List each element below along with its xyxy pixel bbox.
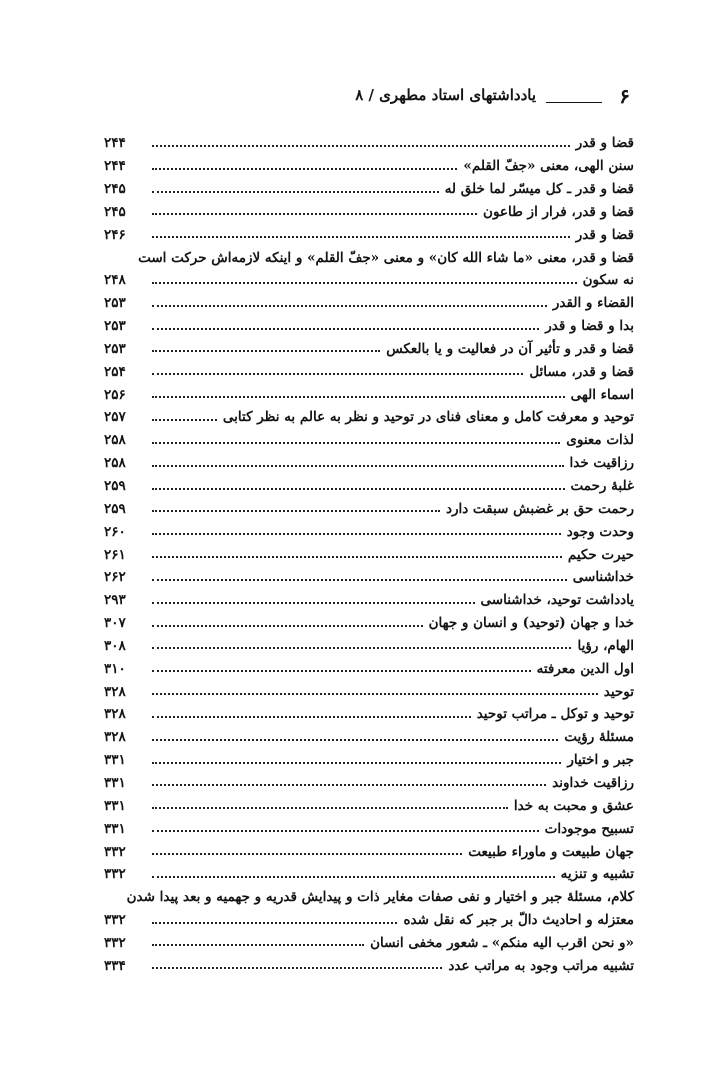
dot-leader [152, 488, 565, 490]
dot-leader [152, 236, 570, 238]
dot-leader [152, 784, 546, 786]
dot-leader [152, 510, 440, 512]
toc-entry [104, 539, 634, 562]
dot-leader [152, 739, 558, 741]
toc-entry [104, 631, 634, 654]
toc-entry [104, 242, 634, 265]
toc-entry [104, 653, 634, 676]
toc-entry [104, 699, 634, 722]
toc-entry-title: توحید [603, 683, 634, 700]
header-rule [546, 102, 602, 103]
toc-entry-title: قضا و قدر و تأثیر آن در فعالیت و یا بالعکس [386, 340, 634, 357]
toc-entry-page: ۲۵۸ [104, 455, 126, 472]
toc-entry-page: ۳۳۲ [104, 934, 126, 951]
toc-entry-title: یادداشت توحید، خداشناسی [480, 592, 634, 609]
dot-leader [152, 807, 508, 809]
toc-entry-title: حیرت حکیم [567, 546, 634, 563]
toc-entry [104, 402, 634, 425]
toc-entry-title: تشبیه مراتب وجود به مراتب عدد [448, 957, 634, 974]
toc-entry-page: ۲۵۶ [104, 386, 126, 403]
toc-entry-title: القضاء و القدر [552, 295, 634, 312]
toc-entry-title: وحدت وجود [566, 523, 634, 540]
toc-entry-page: ۲۵۴ [104, 363, 126, 380]
toc-entry-page: ۲۴۶ [104, 226, 126, 243]
toc-entry-title: جهان طبیعت و ماوراء طبیعت [468, 843, 634, 860]
toc-entry-title: اول الدین معرفته [536, 660, 634, 677]
toc-entry-title: توحید و معرفت کامل و معنای فنای در توحید و نظر به عالم به نظر کتابی [222, 409, 634, 426]
toc-entry [104, 265, 634, 288]
toc-entry [104, 562, 634, 585]
toc-entry-title: رحمت حق بر غضبش سبقت دارد [445, 500, 634, 517]
toc-entry [104, 905, 634, 928]
toc-entry-title: رزاقیت خدا [569, 455, 634, 472]
dot-leader [152, 693, 598, 695]
toc-entry-page: ۳۳۱ [104, 820, 126, 837]
toc-entry [104, 836, 634, 859]
toc-entry-page: ۲۴۵ [104, 181, 126, 198]
toc-entry [104, 608, 634, 631]
dot-leader [152, 419, 217, 421]
toc-entry-page: ۳۳۲ [104, 843, 126, 860]
toc-entry-title: قضا و قدر، مسائل [529, 363, 634, 380]
toc-entry-page: ۲۴۵ [104, 203, 126, 220]
toc-entry [104, 768, 634, 791]
dot-leader [152, 922, 397, 924]
toc-entry [104, 288, 634, 311]
toc-entry-page: ۳۳۱ [104, 797, 126, 814]
toc-entry-page: ۲۶۰ [104, 523, 126, 540]
toc-entry-page: ۳۳۱ [104, 774, 126, 791]
toc-entry [104, 745, 634, 768]
toc-entry-title: کلام، مسئلهٔ جبر و اختیار و نفی صفات مغایر ذات و پیدایش قدریه و جهمیه و بعد پیدا شدن [126, 889, 634, 906]
toc-entry [104, 722, 634, 745]
toc-entry [104, 950, 634, 973]
toc-entry-page: ۲۶۱ [104, 546, 126, 563]
dot-leader [152, 670, 531, 672]
toc-entry [104, 471, 634, 494]
table-of-contents [104, 128, 634, 973]
dot-leader [152, 373, 523, 375]
toc-entry-page: ۳۳۲ [104, 912, 126, 929]
toc-entry [104, 128, 634, 151]
dot-leader [152, 602, 475, 604]
toc-entry-page: ۳۳۱ [104, 752, 126, 769]
toc-entry-page: ۲۴۸ [104, 272, 126, 289]
toc-entry [104, 334, 634, 357]
toc-entry-title: خداشناسی [572, 569, 634, 586]
toc-entry-page: ۳۲۸ [104, 683, 126, 700]
toc-entry-title: بدا و قضا و قدر [545, 318, 634, 335]
dot-leader [152, 145, 570, 147]
toc-entry [104, 174, 634, 197]
toc-entry [104, 516, 634, 539]
toc-entry-page: ۲۶۲ [104, 569, 126, 586]
toc-entry-page: ۳۱۰ [104, 660, 126, 677]
toc-entry-page: ۲۵۳ [104, 295, 126, 312]
dot-leader [152, 967, 442, 969]
toc-entry-title: توحید و توکل ـ مراتب توحید [476, 706, 634, 723]
toc-entry-title: جبر و اختیار [567, 752, 634, 769]
toc-entry-page: ۲۵۹ [104, 500, 126, 517]
toc-entry [104, 790, 634, 813]
toc-entry-title: رزاقیت خداوند [552, 774, 634, 791]
toc-entry-page: ۳۰۷ [104, 615, 126, 632]
dot-leader [152, 556, 562, 558]
toc-entry [104, 585, 634, 608]
dot-leader [152, 442, 560, 444]
dot-leader [152, 396, 565, 398]
toc-entry-title: قضا و قدر [575, 226, 634, 243]
toc-entry-page: ۲۵۳ [104, 340, 126, 357]
toc-entry-title: «و نحن اقرب الیه منکم» ـ شعور مخفی انسان [370, 934, 634, 951]
toc-entry [104, 494, 634, 517]
toc-entry-title: قضا و قدر، فرار از طاعون [483, 203, 634, 220]
toc-entry-title: تشبیه و تنزیه [560, 866, 634, 883]
toc-entry-title: عشق و محبت به خدا [513, 797, 634, 814]
toc-entry-page: ۲۴۴ [104, 135, 126, 152]
dot-leader [152, 213, 477, 215]
toc-entry [104, 882, 634, 905]
toc-entry-title: سنن الهی، معنی «جفّ القلم» [463, 158, 634, 175]
toc-entry [104, 379, 634, 402]
toc-entry-page: ۳۲۸ [104, 729, 126, 746]
dot-leader [152, 830, 539, 832]
toc-entry-title: قضا و قدر ـ کل میسّر لما خلق له [444, 181, 634, 198]
page-number: ۶ [619, 84, 630, 108]
toc-entry [104, 311, 634, 334]
toc-entry-page: ۲۵۸ [104, 432, 126, 449]
toc-entry [104, 151, 634, 174]
dot-leader [152, 762, 561, 764]
toc-entry [104, 219, 634, 242]
running-title: یادداشتهای استاد مطهری / ۸ [355, 86, 536, 104]
toc-entry-title: نه سکون [582, 272, 634, 289]
toc-entry-title: تسبیح موجودات [544, 820, 634, 837]
toc-entry [104, 197, 634, 220]
toc-entry-page: ۳۰۸ [104, 637, 126, 654]
dot-leader [152, 876, 555, 878]
dot-leader [152, 305, 547, 307]
dot-leader [152, 328, 539, 330]
page-header [98, 84, 630, 114]
toc-entry [104, 859, 634, 882]
toc-entry-page: ۲۹۳ [104, 592, 126, 609]
dot-leader [152, 191, 439, 193]
toc-entry-title: خدا و جهان (توحید) و انسان و جهان [428, 615, 634, 632]
toc-entry [104, 813, 634, 836]
toc-entry-title: معتزله و احادیث دالّ بر جبر که نقل شده [403, 912, 634, 929]
toc-entry-page: ۳۳۲ [104, 866, 126, 883]
toc-entry-title: قضا و قدر، معنی «ما شاء الله کان» و معنی «جفّ القلم» و اینکه لازمه‌اش حرکت است [138, 249, 634, 266]
toc-entry-page: ۳۳۴ [104, 957, 126, 974]
toc-entry-title: غلبهٔ رحمت [570, 478, 634, 494]
dot-leader [152, 716, 471, 718]
dot-leader [152, 350, 380, 352]
dot-leader [152, 625, 423, 627]
toc-entry-page: ۲۵۳ [104, 318, 126, 335]
toc-entry-title: الهام، رؤیا [577, 637, 634, 654]
toc-entry [104, 928, 634, 951]
toc-entry-page: ۲۵۹ [104, 478, 126, 494]
toc-entry-page: ۲۴۴ [104, 158, 126, 175]
dot-leader [152, 533, 561, 535]
toc-entry [104, 676, 634, 699]
toc-entry-page: ۳۲۸ [104, 706, 126, 723]
toc-entry-title: قضا و قدر [575, 135, 634, 152]
toc-entry-title: لذات معنوی [566, 432, 634, 449]
dot-leader [152, 944, 364, 946]
toc-entry [104, 356, 634, 379]
toc-entry [104, 425, 634, 448]
dot-leader [152, 647, 571, 649]
dot-leader [152, 465, 564, 467]
dot-leader [152, 282, 577, 284]
toc-entry [104, 448, 634, 471]
dot-leader [152, 579, 567, 581]
dot-leader [152, 853, 462, 855]
toc-entry-title: اسماء الهی [570, 386, 634, 403]
toc-entry-title: مسئلهٔ رؤیت [564, 729, 634, 746]
toc-entry-page: ۲۵۷ [104, 409, 126, 426]
dot-leader [152, 168, 457, 170]
